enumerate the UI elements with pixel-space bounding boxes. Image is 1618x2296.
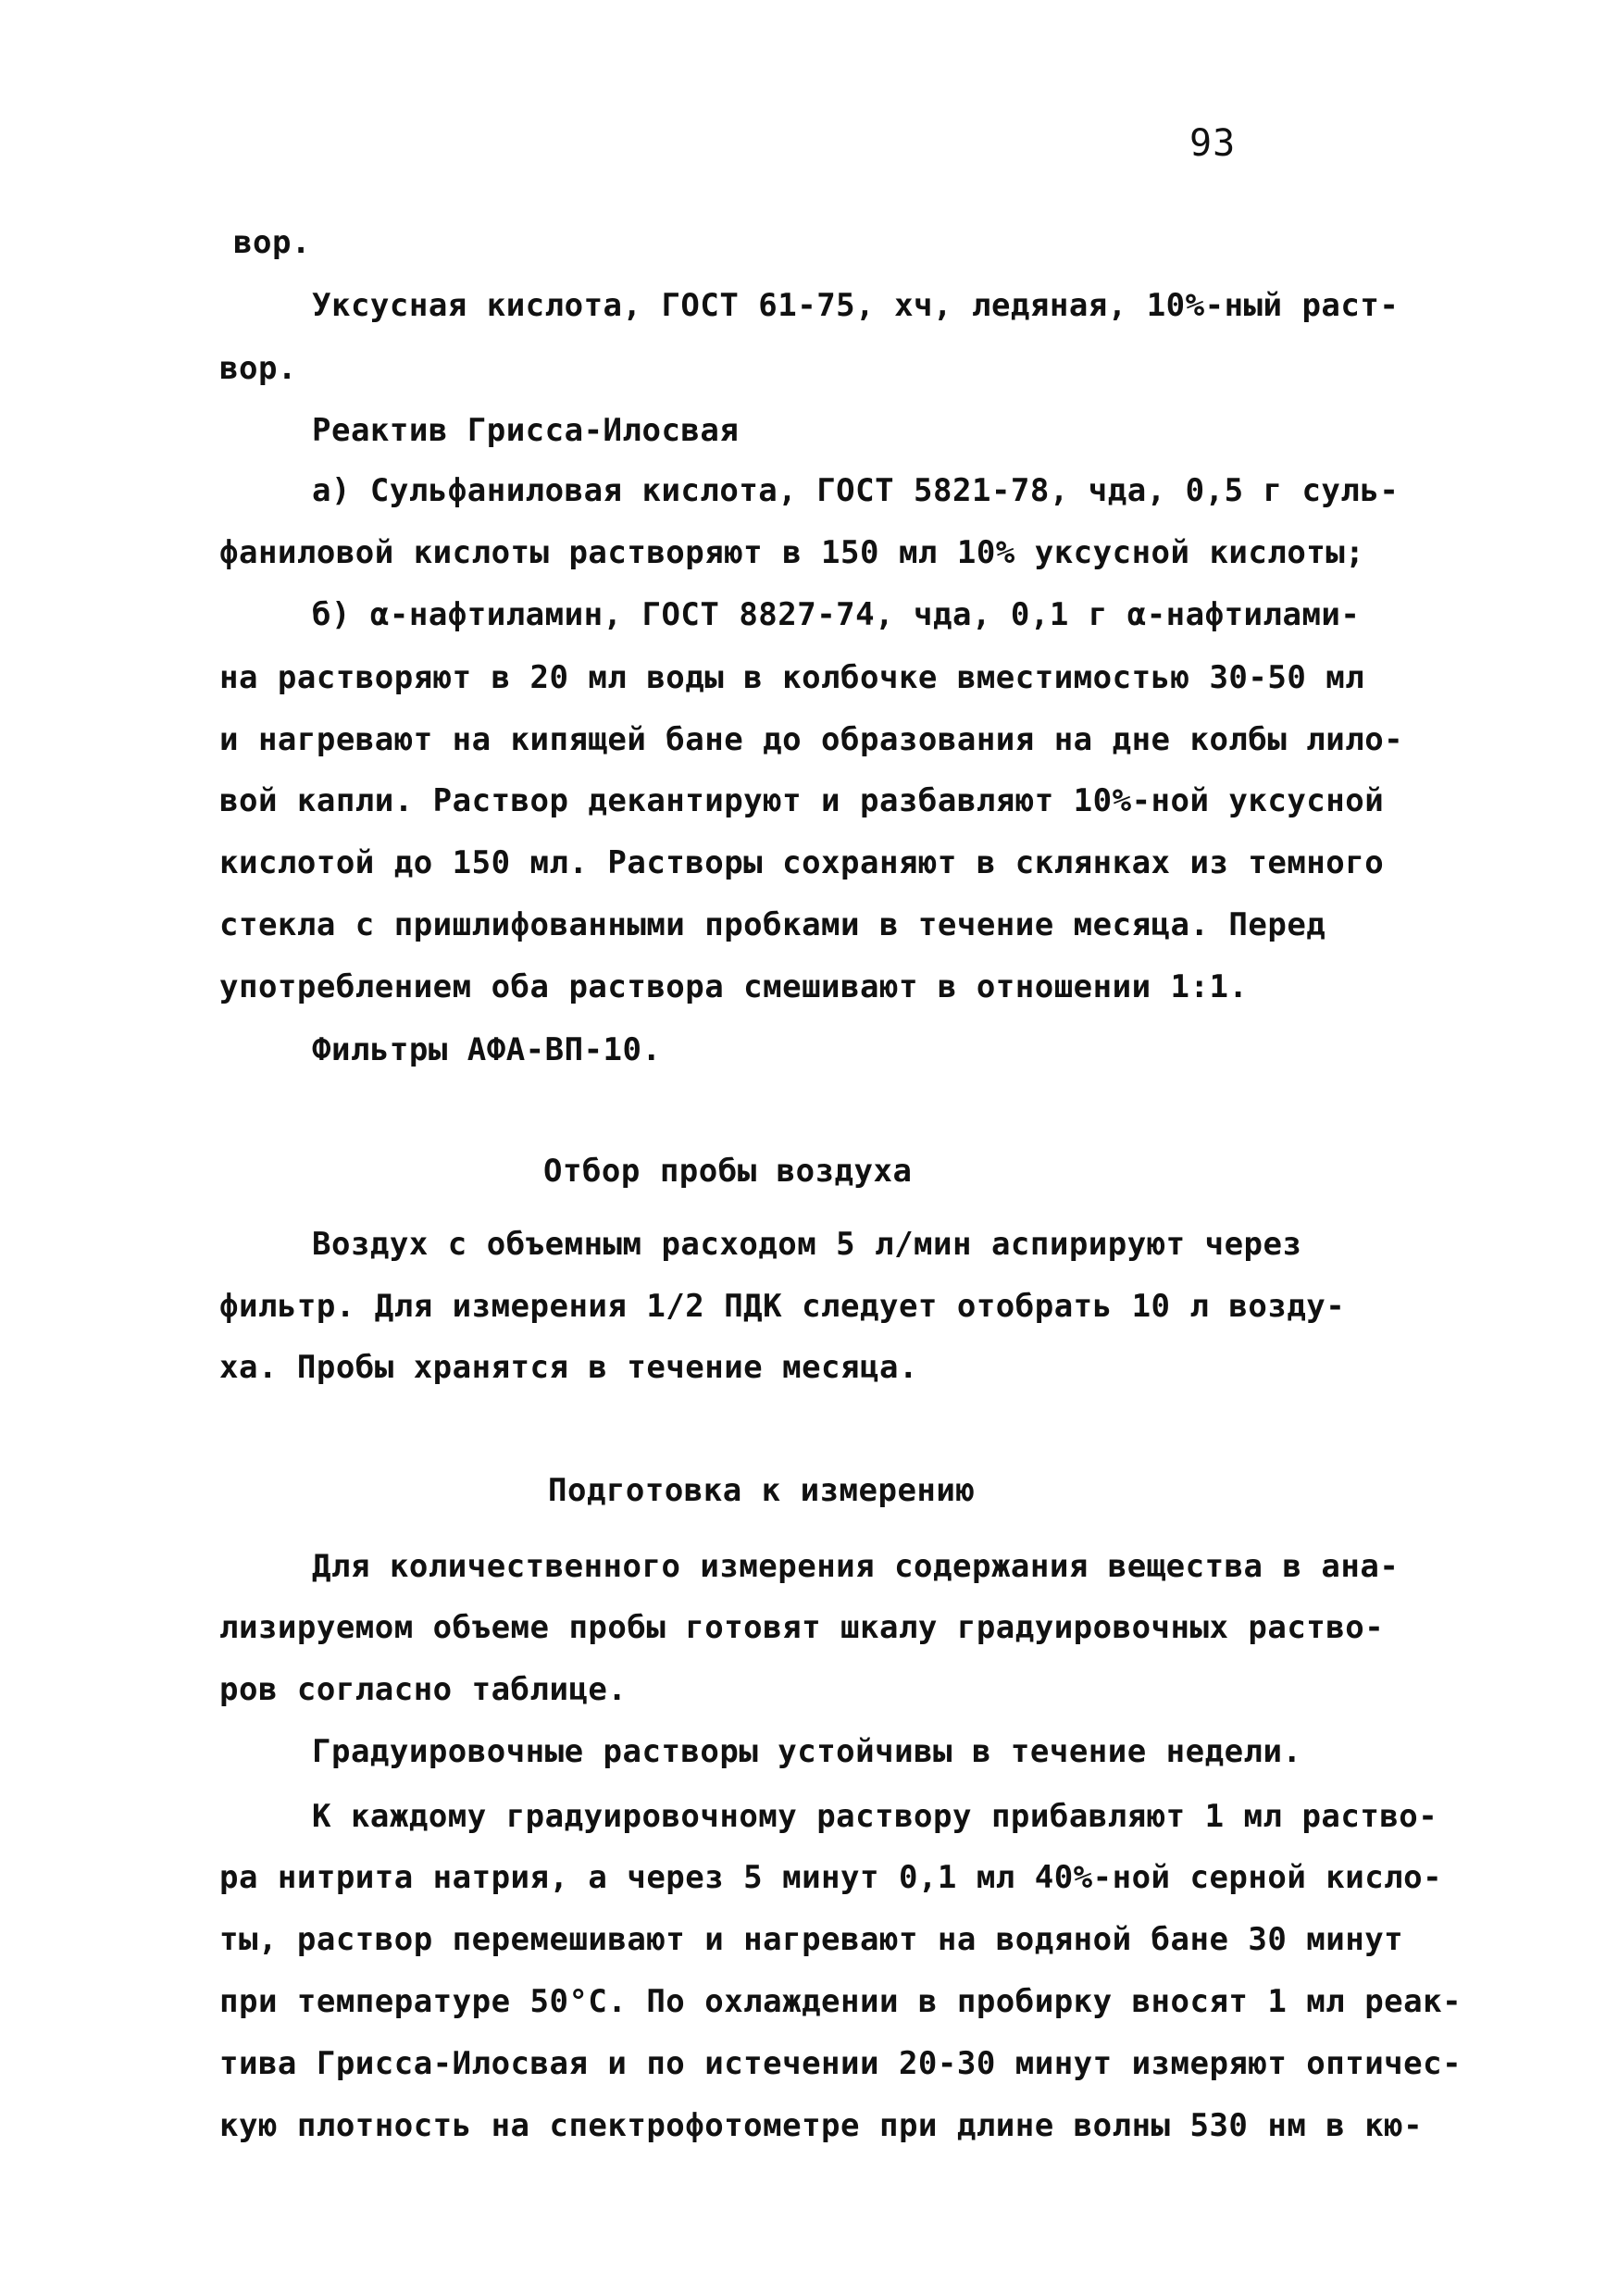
text-line: ров согласно таблице.	[219, 1671, 628, 1708]
text-line: ты, раствор перемешивают и нагревают на водяной бане 30 минут	[219, 1921, 1404, 1958]
text-line: лизируемом объеме пробы готовят шкалу градуировочных раство-	[219, 1609, 1385, 1646]
text-line: Для количественного измерения содержания вещества в ана-	[312, 1548, 1400, 1585]
text-line: кую плотность на спектрофотометре при длине волны 530 нм в кю-	[219, 2107, 1424, 2144]
text-line: вой капли. Раствор декантируют и разбавляют 10%-ной уксусной	[219, 782, 1385, 819]
text-line: кислотой до 150 мл. Растворы сохраняют в склянках из темного	[219, 844, 1385, 881]
text-line: а) Сульфаниловая кислота, ГОСТ 5821-78, чда, 0,5 г суль-	[312, 472, 1400, 509]
text-line: вор.	[219, 350, 297, 387]
text-line: Реактив Грисса-Илосвая	[312, 412, 740, 449]
section-heading: Отбор пробы воздуха	[543, 1153, 913, 1190]
text-line: Воздух с объемным расходом 5 л/мин аспирируют через	[312, 1226, 1302, 1263]
text-line: фильтр. Для измерения 1/2 ПДК следует отобрать 10 л возду-	[219, 1288, 1346, 1325]
text-line: Градуировочные растворы устойчивы в течение недели.	[312, 1733, 1302, 1770]
text-line: и нагревают на кипящей бане до образования на дне колбы лило-	[219, 721, 1404, 758]
page-number: 93	[1189, 122, 1237, 165]
text-line: Фильтры АФА-ВП-10.	[312, 1031, 662, 1068]
text-line: фаниловой кислоты растворяют в 150 мл 10% уксусной кислоты;	[219, 534, 1365, 571]
text-line: тива Грисса-Илосвая и по истечении 20-30 минут измеряют оптичес-	[219, 2045, 1462, 2082]
text-line: ха. Пробы хранятся в течение месяца.	[219, 1349, 918, 1386]
text-line: ра нитрита натрия, а через 5 минут 0,1 мл 40%-ной серной кисло-	[219, 1859, 1443, 1896]
text-line: на растворяют в 20 мл воды в колбочке вместимостью 30-50 мл	[219, 659, 1365, 696]
text-line: К каждому градуировочному раствору прибавляют 1 мл раство-	[312, 1798, 1438, 1835]
text-line: Уксусная кислота, ГОСТ 61-75, хч, ледяная, 10%-ный раст-	[312, 287, 1400, 324]
text-line: стекла с пришлифованными пробками в течение месяца. Перед	[219, 906, 1326, 943]
text-line: при температуре 50°С. По охлаждении в пробирку вносят 1 мл реак-	[219, 1983, 1462, 2020]
text-line: б) α-нафтиламин, ГОСТ 8827-74, чда, 0,1 г α-нафтилами-	[312, 596, 1361, 633]
text-line: вор.	[233, 224, 311, 261]
section-heading: Подготовка к измерению	[548, 1472, 976, 1509]
text-line: употреблением оба раствора смешивают в отношении 1:1.	[219, 968, 1249, 1005]
